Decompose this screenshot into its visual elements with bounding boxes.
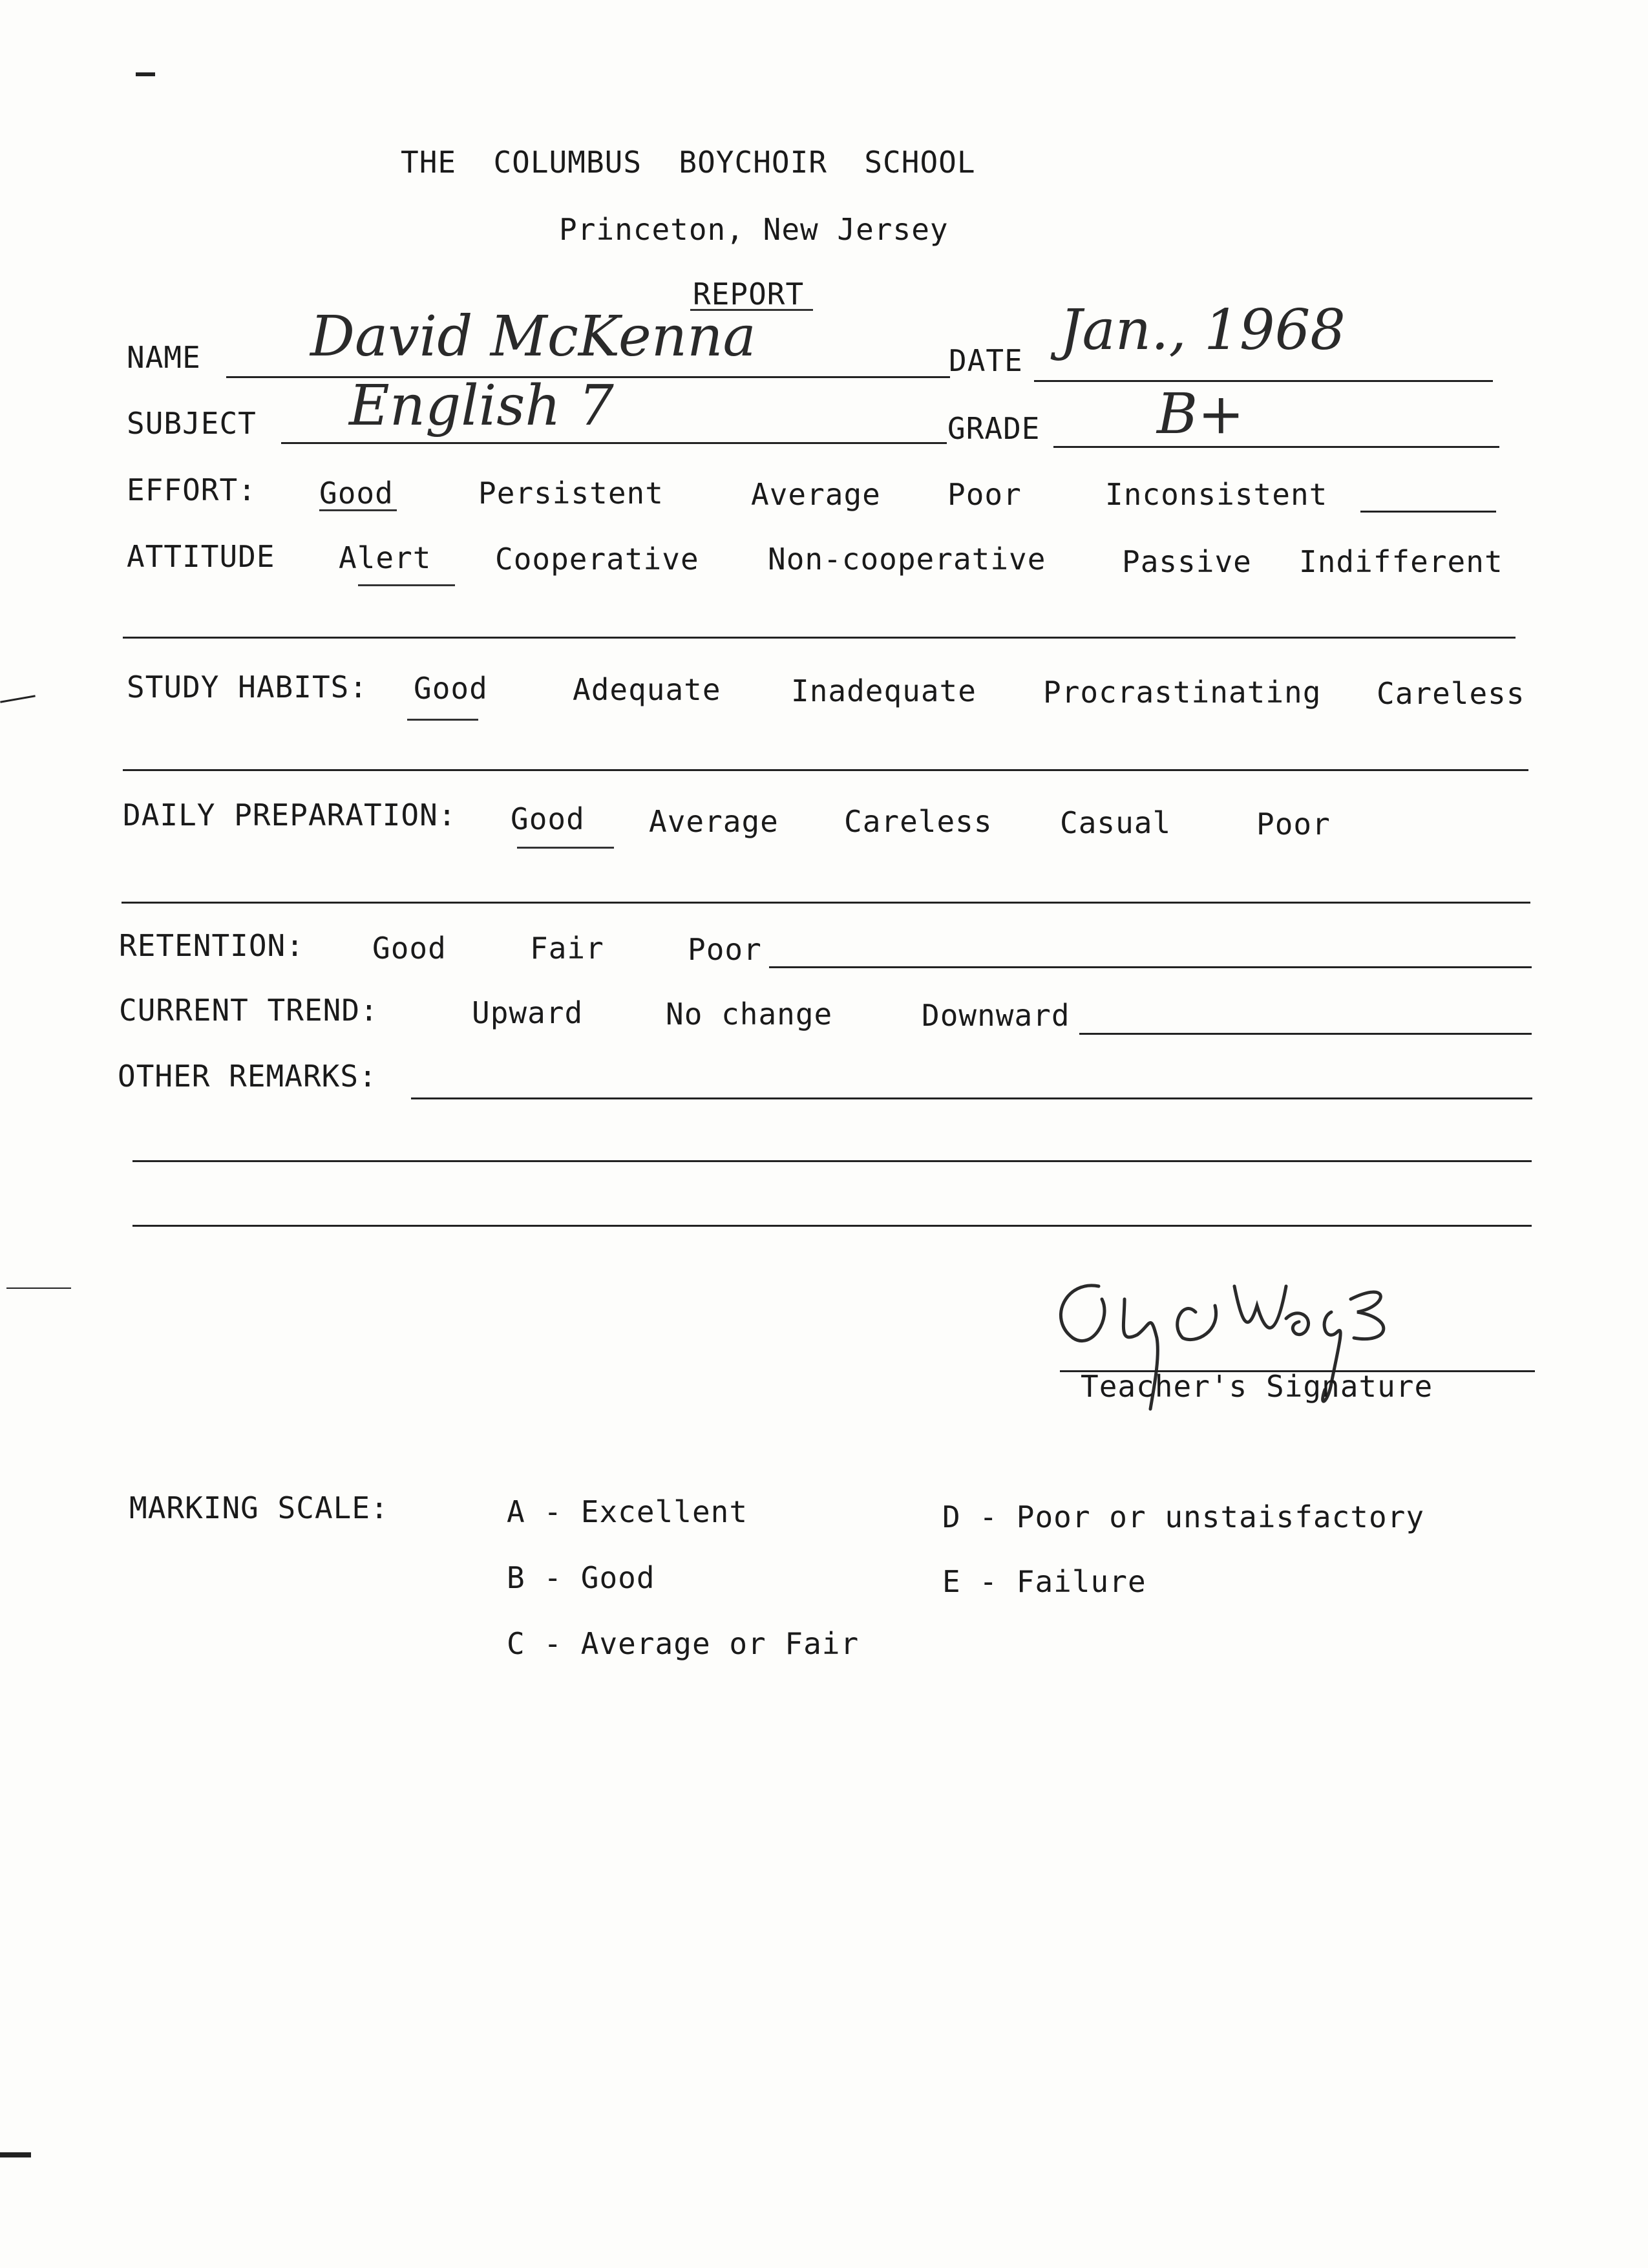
current-trend-line [1079, 1033, 1532, 1035]
school-name: THE COLUMBUS BOYCHOIR SCHOOL [401, 145, 976, 180]
subject-label: SUBJECT [127, 406, 257, 441]
report-title: REPORT [693, 277, 805, 312]
retention-option-good[interactable]: Good [372, 931, 447, 966]
subject-value[interactable]: English 7 [349, 374, 614, 438]
attitude-option-non-cooperative[interactable]: Non-cooperative [768, 542, 1046, 577]
retention-option-fair[interactable]: Fair [530, 931, 604, 966]
retention-label: RETENTION: [119, 928, 304, 963]
attitude-option-indifferent[interactable]: Indifferent [1299, 544, 1503, 579]
daily-preparation-option-casual[interactable]: Casual [1060, 805, 1172, 840]
daily-preparation-option-careless[interactable]: Careless [844, 804, 993, 839]
daily-preparation-label: DAILY PREPARATION: [123, 798, 457, 832]
study-habits-option-procrastinating[interactable]: Procrastinating [1043, 675, 1322, 710]
effort-selected-underline [319, 509, 397, 511]
signature-label: Teacher's Signature [1081, 1369, 1433, 1404]
marking-scale-b: B - Good [507, 1560, 655, 1595]
attitude-option-cooperative[interactable]: Cooperative [495, 542, 699, 577]
name-value[interactable]: David McKenna [310, 304, 756, 369]
daily-preparation-option-average[interactable]: Average [649, 804, 779, 839]
daily-preparation-option-poor[interactable]: Poor [1256, 807, 1331, 842]
study-habits-option-good[interactable]: Good [414, 671, 488, 706]
name-label: NAME [127, 340, 201, 375]
effort-label: EFFORT: [127, 472, 257, 507]
study-habits-selected-underline [407, 719, 478, 721]
study-habits-option-careless[interactable]: Careless [1377, 676, 1525, 711]
date-label: DATE [949, 343, 1023, 378]
study-habits-option-adequate[interactable]: Adequate [573, 672, 721, 707]
grade-line [1053, 446, 1499, 448]
study-habits-label: STUDY HABITS: [127, 670, 368, 705]
attitude-selected-underline [358, 584, 455, 586]
other-remarks-line-3[interactable] [132, 1225, 1532, 1227]
attitude-option-passive[interactable]: Passive [1122, 544, 1252, 579]
subject-line [281, 442, 947, 444]
attitude-option-alert[interactable]: Alert [339, 540, 432, 575]
marking-scale-d: D - Poor or unstaisfactory [942, 1500, 1425, 1534]
effort-blank-line [1360, 511, 1496, 513]
other-remarks-line-2[interactable] [132, 1160, 1532, 1162]
scan-mark-bottom [0, 2152, 31, 2157]
date-line [1034, 380, 1493, 382]
effort-option-good[interactable]: Good [319, 476, 394, 511]
marking-scale-a: A - Excellent [507, 1494, 748, 1529]
effort-option-inconsistent[interactable]: Inconsistent [1105, 477, 1328, 512]
current-trend-option-no-change[interactable]: No change [666, 997, 833, 1032]
scan-mark-top [136, 72, 155, 76]
effort-option-persistent[interactable]: Persistent [478, 476, 664, 511]
effort-option-poor[interactable]: Poor [947, 477, 1022, 512]
daily-preparation-option-good[interactable]: Good [511, 801, 585, 836]
marking-scale-e: E - Failure [942, 1564, 1146, 1599]
grade-value[interactable]: B+ [1157, 382, 1245, 447]
attitude-rule [123, 637, 1516, 639]
daily-preparation-selected-underline [517, 847, 614, 849]
scan-mark-left-1 [0, 695, 36, 703]
current-trend-label: CURRENT TREND: [119, 993, 379, 1028]
retention-line [769, 966, 1532, 968]
school-location: Princeton, New Jersey [559, 212, 949, 247]
date-value[interactable]: Jan., 1968 [1060, 298, 1346, 363]
daily-preparation-rule [121, 902, 1530, 904]
other-remarks-label: OTHER REMARKS: [118, 1059, 377, 1094]
retention-option-poor[interactable]: Poor [688, 932, 762, 967]
effort-option-average[interactable]: Average [751, 477, 881, 512]
grade-label: GRADE [947, 411, 1041, 446]
current-trend-option-downward[interactable]: Downward [922, 998, 1070, 1033]
scan-mark-left-2 [6, 1288, 71, 1289]
current-trend-option-upward[interactable]: Upward [472, 995, 584, 1030]
attitude-label: ATTITUDE [127, 539, 275, 574]
other-remarks-line-1[interactable] [411, 1097, 1532, 1099]
marking-scale-label: MARKING SCALE: [129, 1490, 389, 1525]
marking-scale-c: C - Average or Fair [507, 1626, 860, 1661]
study-habits-rule [123, 769, 1528, 771]
study-habits-option-inadequate[interactable]: Inadequate [791, 673, 977, 708]
